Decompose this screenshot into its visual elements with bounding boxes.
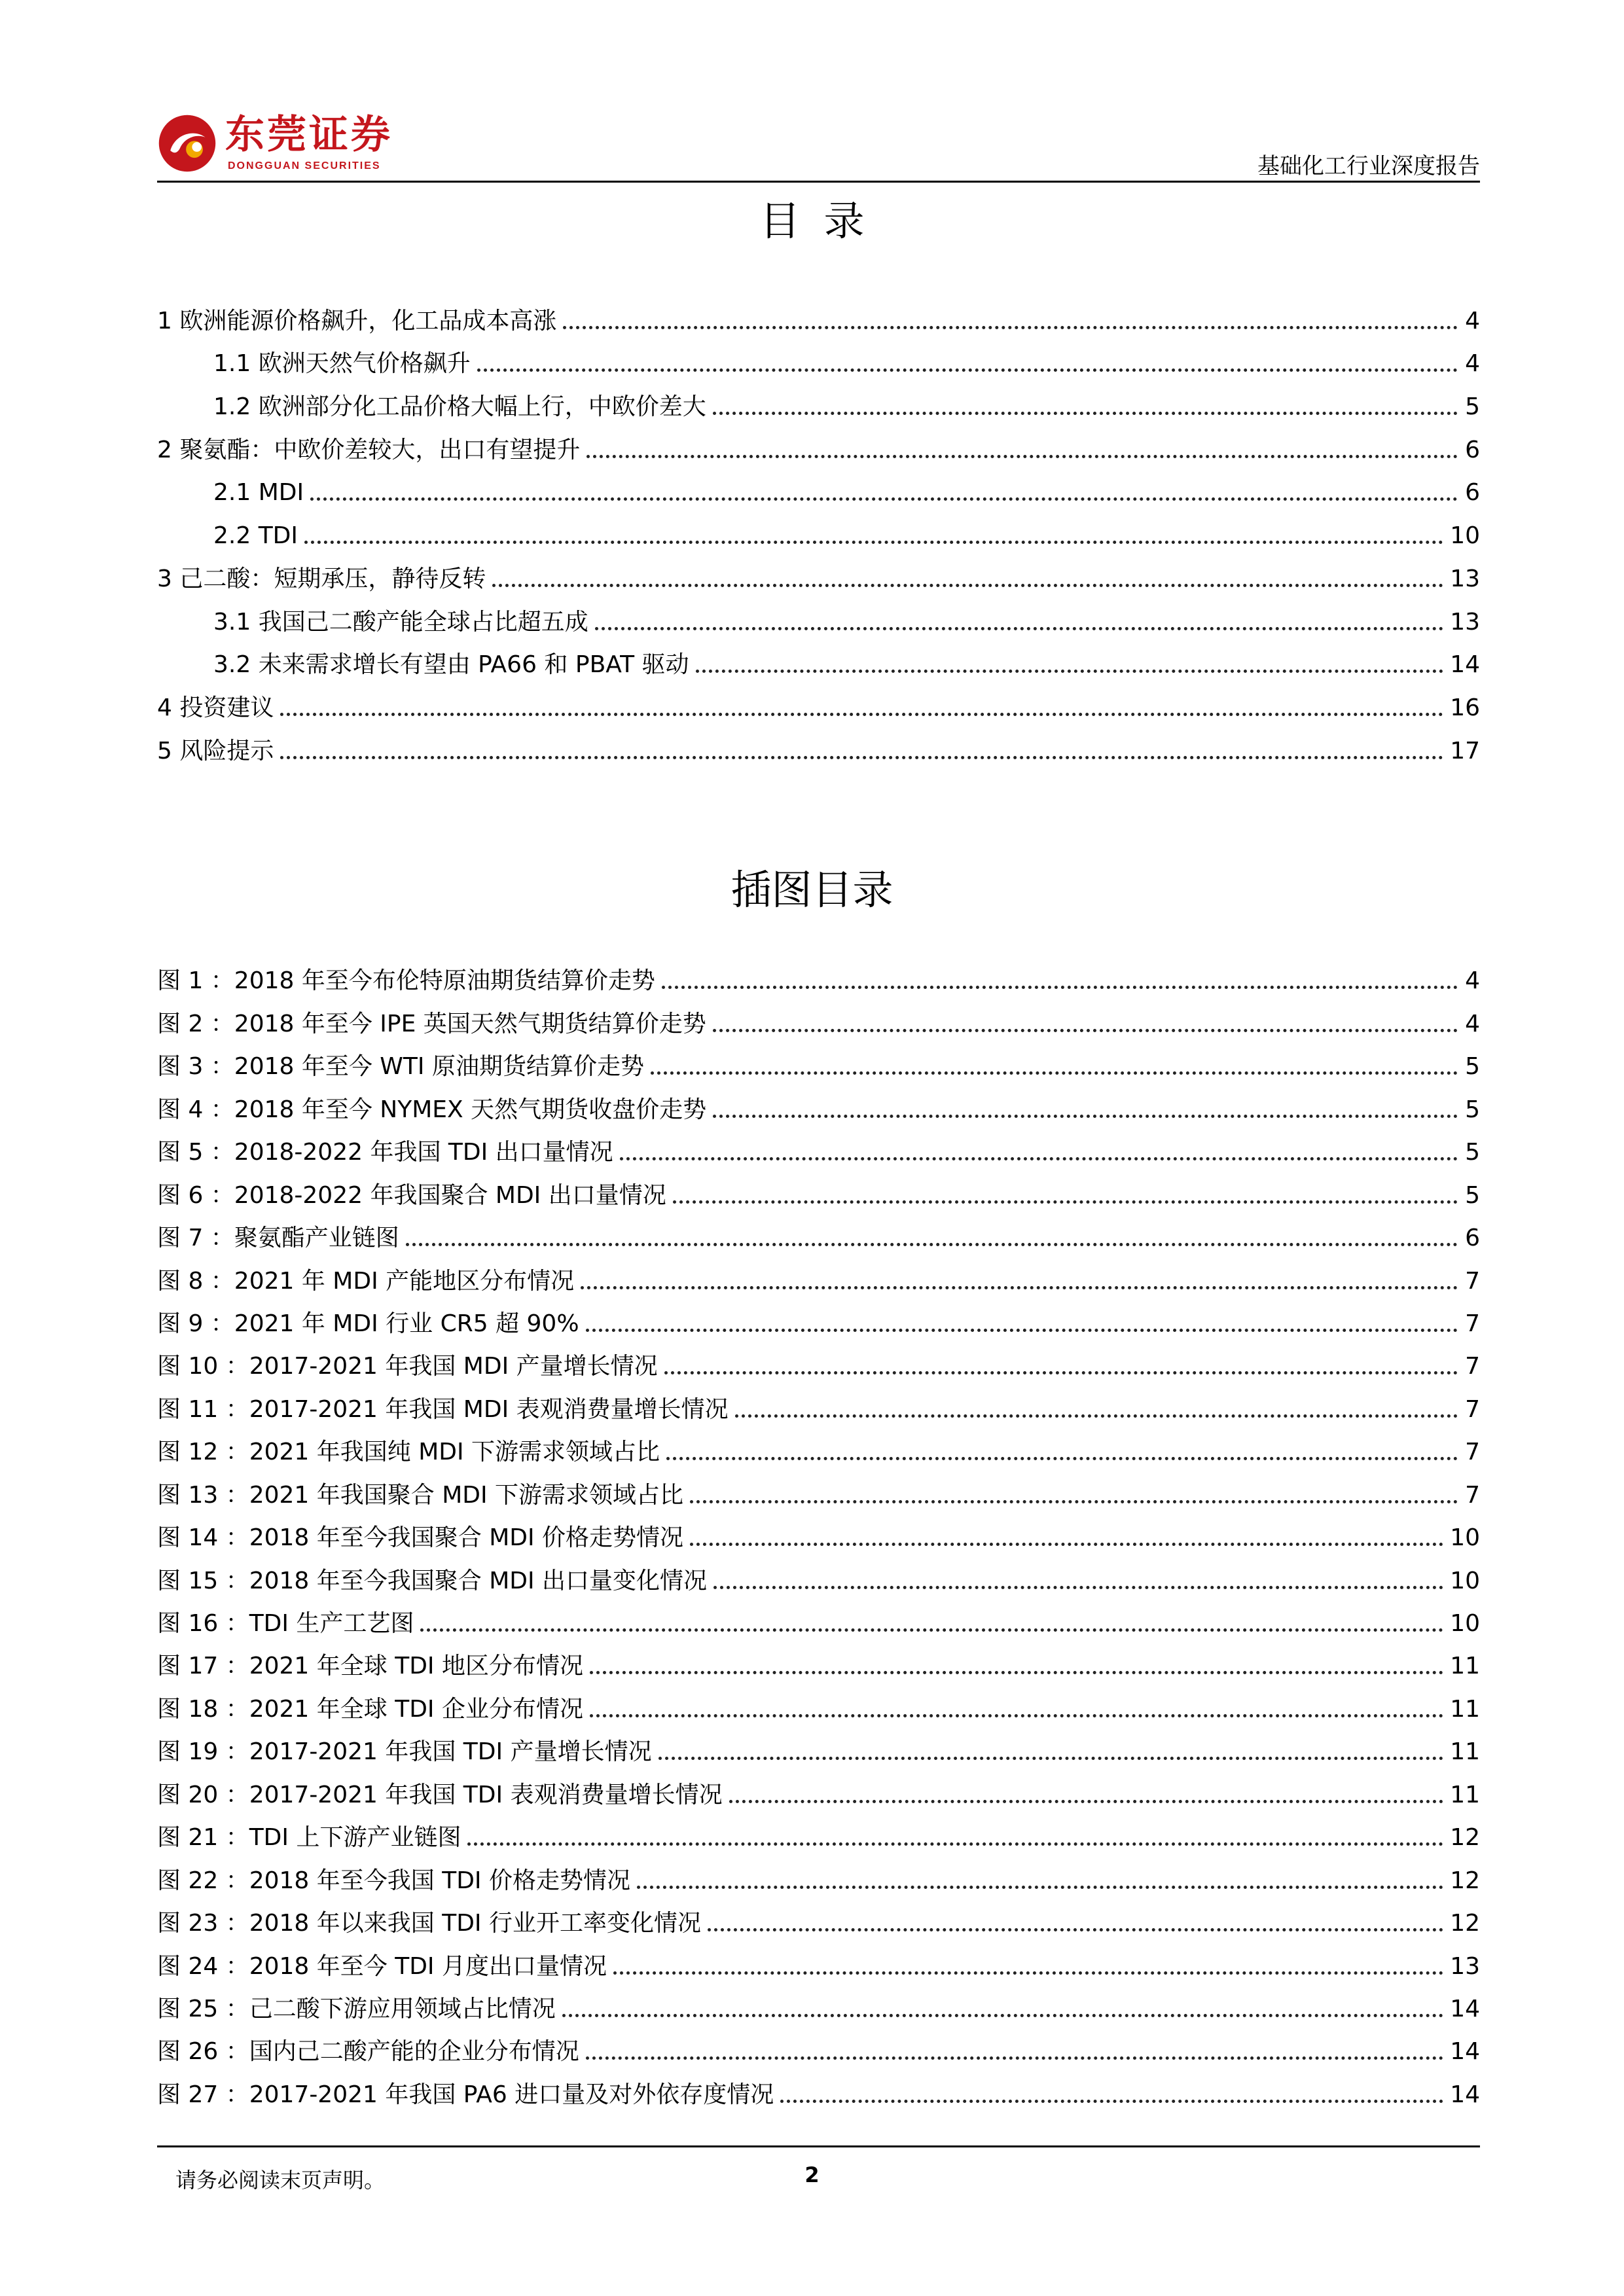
figure-entry-page: 10 [1450,1567,1480,1594]
figure-entry-text: 图 19 ：2017-2021 年我国 TDI 产量增长情况 [157,1738,652,1766]
report-type: 基础化工行业深度报告 [1257,153,1480,179]
toc-entry[interactable] [157,637,1480,681]
figure-entry-text: 图 11 ：2017-2021 年我国 MDI 表观消费量增长情况 [157,1395,729,1423]
logo-english-name: DONGGUAN SECURITIES [228,160,381,171]
figure-entry-text: 图 8 ：2021 年 MDI 产能地区分布情况 [157,1267,575,1295]
dot-leader [581,1286,1458,1289]
logo-chinese-name: 东莞证券 [225,112,393,158]
figure-entry[interactable] [157,1339,1480,1382]
dot-leader [280,713,1443,716]
figure-entry[interactable] [157,1596,1480,1639]
figure-entry-page: 11 [1450,1738,1480,1766]
figure-entry-page: 12 [1450,1867,1480,1894]
dot-leader [713,1586,1443,1589]
toc-entry-text: 1.1 欧洲天然气价格飙升 [213,350,471,378]
figure-entry[interactable] [157,1211,1480,1253]
toc-entry[interactable] [157,594,1480,637]
dot-leader [662,986,1458,989]
dot-leader [713,412,1458,415]
figure-entry-page: 7 [1465,1395,1480,1423]
toc-entry-text: 3 己二酸：短期承压，静待反转 [157,565,486,592]
toc-entry-page: 10 [1450,522,1480,550]
toc-entry[interactable] [157,379,1480,422]
toc-entry[interactable] [157,508,1480,551]
dot-leader [713,1115,1458,1118]
footer-disclaimer: 请务必阅读末页声明。 [175,2168,386,2193]
figure-entry-text: 图 16 ：TDI 生产工艺图 [157,1610,414,1637]
figure-entry[interactable] [157,1767,1480,1810]
toc-title: 目录 [759,197,888,245]
toc-entry-page: 6 [1465,436,1480,463]
figure-entry-page: 13 [1450,1952,1480,1980]
dot-leader [304,541,1443,544]
figure-entry-text: 图 7 ：聚氨酯产业链图 [157,1225,399,1252]
figure-entry-page: 5 [1465,1053,1480,1081]
dot-leader [590,1671,1443,1674]
toc-entry-page: 5 [1465,393,1480,421]
figure-entry-page: 7 [1465,1481,1480,1509]
company-logo [157,108,406,180]
dot-leader [280,756,1443,759]
figure-entry-text: 图 6 ：2018-2022 年我国聚合 MDI 出口量情况 [157,1181,666,1209]
figure-entry[interactable] [157,1082,1480,1124]
dot-leader [729,1800,1444,1803]
figure-index-list [157,954,1480,2110]
figure-entry-text: 图 17 ：2021 年全球 TDI 地区分布情况 [157,1653,583,1680]
figure-entry-page: 10 [1450,1610,1480,1637]
figure-entry-page: 7 [1465,1267,1480,1295]
figure-entry-text: 图 10 ：2017-2021 年我国 MDI 产量增长情况 [157,1353,658,1380]
figure-entry-text: 图 21 ：TDI 上下游产业链图 [157,1824,461,1852]
dot-leader [613,1971,1443,1975]
figure-entry-text: 图 13 ：2021 年我国聚合 MDI 下游需求领域占比 [157,1481,684,1509]
figure-entry-page: 7 [1465,1353,1480,1380]
toc-entry-page: 13 [1450,565,1480,592]
toc-entry-text: 4 投资建议 [157,694,274,721]
figure-entry-page: 14 [1450,1995,1480,2022]
dot-leader [637,1886,1443,1889]
figure-entry-page: 11 [1450,1781,1480,1808]
dot-leader [420,1628,1443,1632]
dot-leader [492,584,1443,587]
figure-entry-page: 5 [1465,1181,1480,1209]
toc-entry-page: 6 [1465,479,1480,507]
toc-entry-page: 4 [1465,307,1480,334]
dot-leader [696,670,1444,673]
dot-leader [586,455,1458,458]
figure-entry-page: 7 [1465,1439,1480,1466]
figure-entry[interactable] [157,1382,1480,1424]
toc-entry[interactable] [157,336,1480,380]
dot-leader [562,2014,1443,2017]
dot-leader [595,627,1443,630]
dot-leader [673,1200,1458,1204]
figure-entry[interactable] [157,1853,1480,1895]
figure-entry-text: 图 3 ：2018 年至今 WTI 原油期货结算价走势 [157,1053,644,1081]
figure-entry[interactable] [157,1896,1480,1939]
toc-entry[interactable] [157,422,1480,465]
toc-entry-text: 2 聚氨酯：中欧价差较大，出口有望提升 [157,436,581,463]
figure-entry[interactable] [157,954,1480,996]
figure-entry[interactable] [157,1253,1480,1296]
dot-leader [708,1928,1443,1931]
figure-entry[interactable] [157,1425,1480,1467]
figure-entry-text: 图 2 ：2018 年至今 IPE 英国天然气期货结算价走势 [157,1010,706,1037]
toc-entry-page: 4 [1465,350,1480,378]
figure-entry-text: 图 1 ：2018 年至今布伦特原油期货结算价走势 [157,967,655,995]
figure-entry[interactable] [157,1039,1480,1082]
dot-leader [590,1714,1443,1717]
figure-entry-page: 7 [1465,1310,1480,1337]
figure-entry[interactable] [157,1467,1480,1510]
figure-entry[interactable] [157,1810,1480,1853]
toc-entry-text: 3.1 我国己二酸产能全球占比超五成 [213,608,588,636]
figure-entry[interactable] [157,1297,1480,1339]
figure-entry-page: 4 [1465,1010,1480,1037]
figure-index-title: 插图目录 [731,866,893,914]
figure-entry[interactable] [157,1725,1480,1767]
toc-entry[interactable] [157,551,1480,594]
dot-leader [406,1243,1458,1246]
header-divider [157,181,1480,183]
dot-leader [651,1071,1458,1075]
figure-entry-text: 图 9 ：2021 年 MDI 行业 CR5 超 90% [157,1310,579,1337]
toc-entry[interactable] [157,723,1480,766]
toc-entry-text: 5 风险提示 [157,737,274,764]
dot-leader [690,1500,1458,1503]
figure-entry-page: 6 [1465,1225,1480,1252]
figure-entry-page: 12 [1450,1824,1480,1852]
figure-entry[interactable] [157,1511,1480,1553]
toc-entry[interactable] [157,465,1480,509]
figure-entry-page: 5 [1465,1096,1480,1123]
dot-leader [586,1329,1458,1332]
figure-entry[interactable] [157,1681,1480,1724]
dot-leader [467,1842,1443,1846]
toc-entry-text: 1.2 欧洲部分化工品价格大幅上行，中欧价差大 [213,393,706,421]
dot-leader [563,326,1458,329]
dongguan-securities-logo-icon [157,113,217,173]
toc-entry-page: 17 [1450,737,1480,764]
figure-entry-page: 14 [1450,2038,1480,2066]
figure-entry-text: 图 25 ：己二酸下游应用领域占比情况 [157,1995,556,2022]
dot-leader [664,1371,1458,1374]
toc-entry-text: 2.1 MDI [213,479,304,507]
dot-leader [690,1543,1443,1546]
toc-entry-text: 2.2 TDI [213,522,298,550]
figure-entry[interactable] [157,1639,1480,1681]
figure-entry[interactable] [157,996,1480,1039]
figure-entry-text: 图 22 ：2018 年至今我国 TDI 价格走势情况 [157,1867,630,1894]
toc-entry-text: 1 欧洲能源价格飙升，化工品成本高涨 [157,307,557,334]
toc-list [157,293,1480,766]
figure-entry-text: 图 4 ：2018 年至今 NYMEX 天然气期货收盘价走势 [157,1096,707,1123]
figure-entry-page: 11 [1450,1653,1480,1680]
page-number: 2 [804,2162,820,2187]
figure-entry-page: 4 [1465,967,1480,995]
dot-leader [620,1157,1458,1160]
figure-entry-page: 10 [1450,1524,1480,1552]
dot-leader [666,1457,1458,1460]
figure-entry-page: 11 [1450,1695,1480,1723]
figure-entry-text: 图 12 ：2021 年我国纯 MDI 下游需求领域占比 [157,1439,660,1466]
dot-leader [586,2056,1443,2060]
figure-entry-text: 图 24 ：2018 年至今 TDI 月度出口量情况 [157,1952,607,1980]
toc-entry-text: 3.2 未来需求增长有望由 PA66 和 PBAT 驱动 [213,651,689,679]
figure-entry-text: 图 27 ：2017-2021 年我国 PA6 进口量及对外依存度情况 [157,2081,774,2108]
figure-entry-text: 图 26 ：国内己二酸产能的企业分布情况 [157,2038,579,2066]
figure-entry-page: 5 [1465,1139,1480,1166]
figure-entry[interactable] [157,1939,1480,1981]
figure-entry-page: 14 [1450,2081,1480,2108]
figure-entry[interactable] [157,1553,1480,1596]
toc-entry-page: 13 [1450,608,1480,636]
toc-entry[interactable] [157,680,1480,723]
dot-leader [735,1414,1458,1418]
dot-leader [713,1029,1458,1032]
figure-entry[interactable] [157,1168,1480,1210]
toc-entry-page: 14 [1450,651,1480,679]
dot-leader [310,497,1458,501]
figure-entry[interactable] [157,1982,1480,2024]
figure-entry-text: 图 15 ：2018 年至今我国聚合 MDI 出口量变化情况 [157,1567,708,1594]
toc-entry-page: 16 [1450,694,1480,721]
figure-entry-text: 图 23 ：2018 年以来我国 TDI 行业开工率变化情况 [157,1910,701,1937]
figure-entry-page: 12 [1450,1910,1480,1937]
figure-entry[interactable] [157,2024,1480,2067]
figure-entry-text: 图 5 ：2018-2022 年我国 TDI 出口量情况 [157,1139,613,1166]
figure-entry-text: 图 14 ：2018 年至今我国聚合 MDI 价格走势情况 [157,1524,684,1552]
toc-entry[interactable] [157,293,1480,336]
figure-entry[interactable] [157,2067,1480,2109]
dot-leader [659,1757,1444,1760]
figure-entry[interactable] [157,1125,1480,1168]
footer-divider [157,2145,1480,2147]
dot-leader [477,368,1458,372]
figure-entry-text: 图 20 ：2017-2021 年我国 TDI 表观消费量增长情况 [157,1781,723,1808]
figure-entry-text: 图 18 ：2021 年全球 TDI 企业分布情况 [157,1695,583,1723]
dot-leader [780,2100,1443,2103]
